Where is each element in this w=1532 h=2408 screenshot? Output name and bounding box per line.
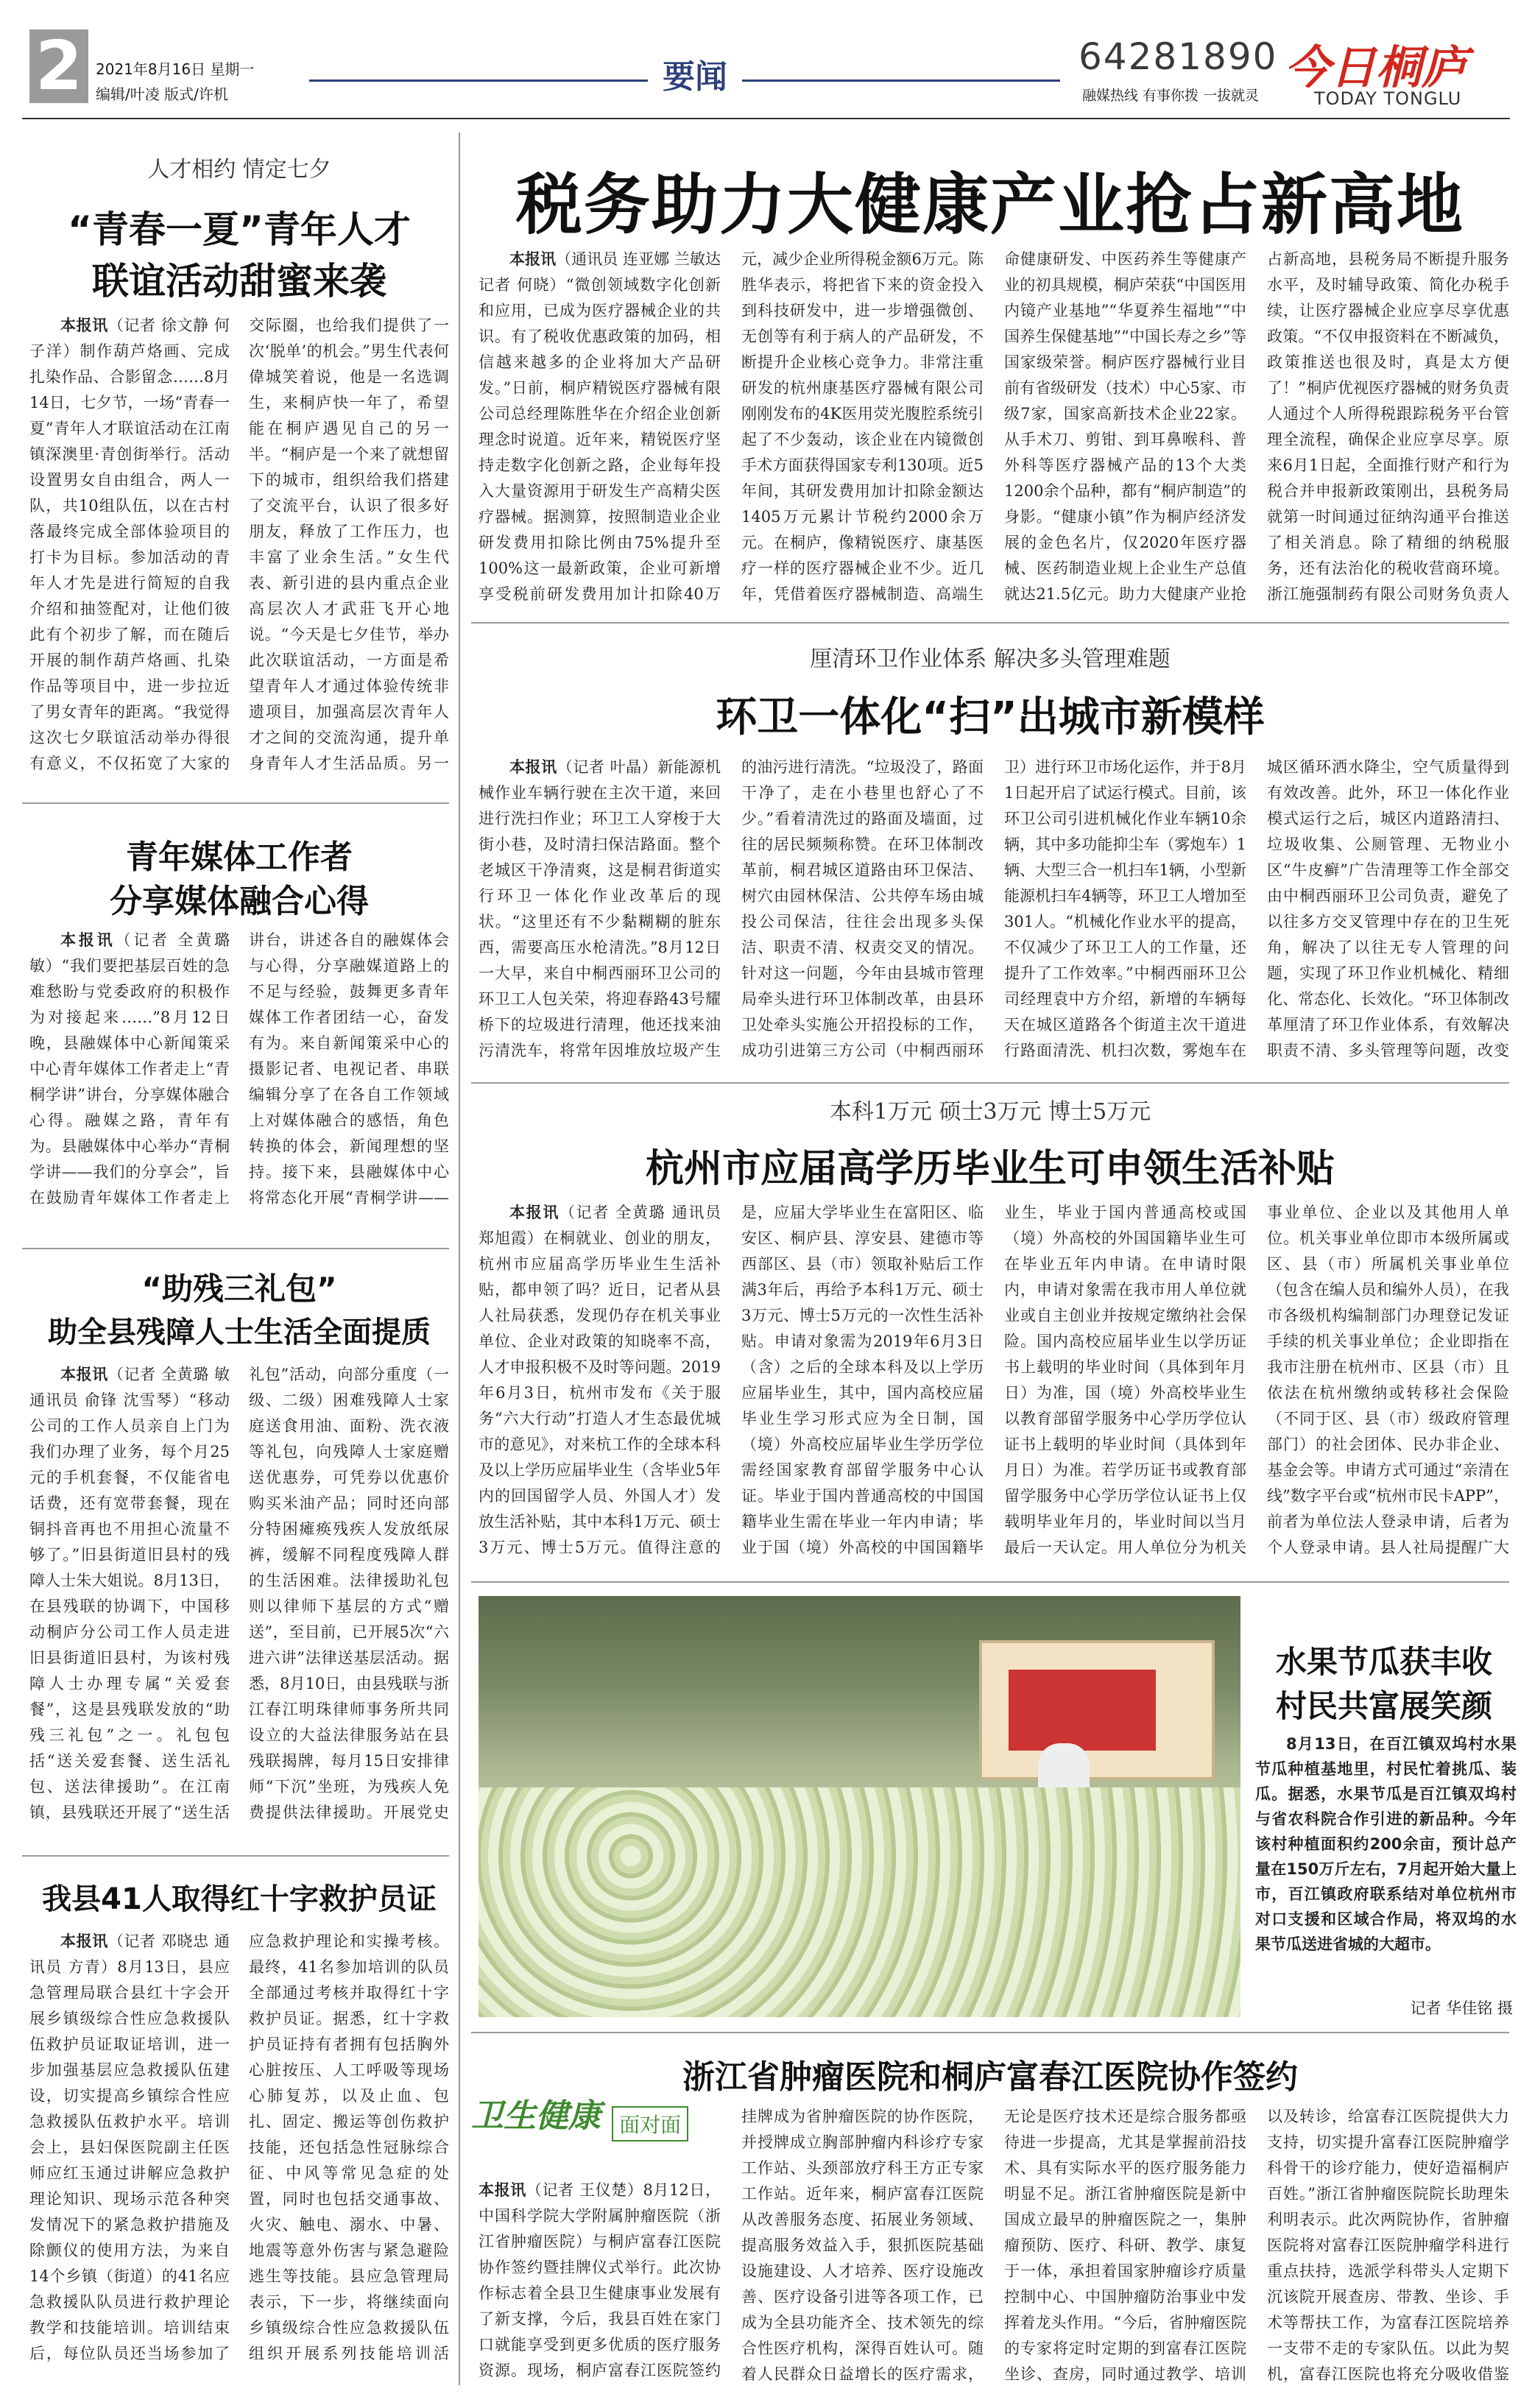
article-body: 本报讯（记者 叶晶）新能源机械作业车辆行驶在主次干道，来回进行洗扫作业；环卫工人穿梭于大街小巷，及时清扫保洁路面。整个老城区干净清爽，这是桐君街道实行环卫一体化作业改革后的现状。“这里还有不少黏糊糊的脏东西，需要高压水枪清洗。”8月12日一大早，来自中桐西丽环卫公司的环卫工人包关荣，将迎春路43号耀桥下的垃圾进行清理，他还找来油污清洗车，将常年因堆放垃圾产生的油污进行清洗。“垃圾没了，路面干净了，走在小巷里也舒心了不少。”看着清洗过的路面及墙面，过往的居民频频称赞。在环卫体制改革前，桐君城区道路由环卫保洁、树穴由园林保洁、公共停车场由城投公司保洁，往往会出现多头保洁、职责不清、权责交叉的情况。针对这一问题，今年由县城市管理局牵头进行环卫体制改革，由县环卫处牵头实施公开招投标的工作，成功引进第三方公司（中桐西丽环卫）进行环卫市场化运作，并于8月1日起开启了试运行模式。目前，该环卫公司引进机械化作业车辆10余辆，其中多功能抑尘车（雾炮车）1辆、大型三合一机扫车1辆，小型新能源机扫车4辆等，环卫工人增加至301人。“机械化作业水平的提高，不仅减少了环卫工人的工作量，还提升了工作效率。”中桐西丽环卫公司经理袁中方介绍，新增的车辆每天在城区道路各个街道主次干道进行路面清洗、机扫次数，雾炮车在城区循环洒水降尘，空气质量得到有效改善。此外，环卫一体化作业模式运行之后，城区内道路清扫、垃圾收集、公厕管理、无物业小区“牛皮癣”广告清理等工作全部交由中桐西丽环卫公司负责，避免了以往多方交叉管理中存在的卫生死角，解决了以往无专人管理的问题，实现了环卫作业机械化、精细化、常态化、长效化。“环卫体制改革厘清了环卫作业体系，有效解决职责不清、多头管理等问题，改变 xyxy=(479,758,1509,1059)
photo-banner-red xyxy=(1009,1670,1156,1751)
issue-date: 2021年8月16日 星期一 xyxy=(96,60,255,78)
article-title: 杭州市应届高学历毕业生可申领生活补贴 xyxy=(645,1147,1335,1191)
photo-credit: 记者 华佳铭 摄 xyxy=(1410,1999,1513,2017)
article-title-line2: 联谊活动甜蜜来袭 xyxy=(92,260,386,303)
article-title: 浙江省肿瘤医院和桐庐富春江医院协作签约 xyxy=(682,2058,1298,2096)
article-title-line1: “助残三礼包” xyxy=(141,1271,337,1307)
article-subtitle: 本科1万元 硕士3万元 博士5万元 xyxy=(829,1099,1151,1125)
photo-title-line1: 水果节瓜获丰收 xyxy=(1275,1644,1492,1680)
article-body: 本报讯（记者 全黄璐 通讯员 郑旭霞）在桐就业、创业的朋友，杭州市应届高学历毕业生生活补贴，都申领了吗？近日，记者从县人社局获悉，发现仍存在机关事业单位、企业对政策的知晓率不高，人才申报积极不及时等问题。2019年6月3日，杭州市发布《关于服务“六大行动”打造人才生态最优城市的意见》，对来杭工作的全球本科及以上学历应届毕业生（含毕业5年内的回国留学人员、外国人才）发放生活补贴，其中本科1万元、硕士3万元、博士5万元。值得注意的是，应届大学毕业生在富阳区、临安区、桐庐县、淳安县、建德市等西部区、县（市）领取补贴后工作满3年后，再给予本科1万元、硕士3万元、博士5万元的一次性生活补贴。申请对象需为2019年6月3日（含）之后的全球本科及以上学历应届毕业生，其中，国内高校应届毕业生学习形式应为全日制，国（境）外高校应届毕业生学历学位需经国家教育部留学服务中心认证。毕业于国内普通高校的中国国籍毕业生需在毕业一年内申请；毕业于国（境）外高校的中国国籍毕业生，毕业于国内普通高校或国（境）外高校的外国国籍毕业生可在毕业五年内申请。在申请时限内，申请对象需在我市用人单位就业或自主创业并按规定缴纳社会保险。国内高校应届毕业生以学历证书上载明的毕业时间（具体到年月日）为准，国（境）外高校毕业生以教育部留学服务中心学历学位认证书上载明的毕业时间（具体到年月日）为准。若学历证书或教育部留学服务中心学历学位认证书上仅载明毕业年月的，毕业时间以当月最后一天认定。用人单位分为机关事业单位、企业以及其他用人单位。机关事业单位即市本级所属或区、县（市）所属机关事业单位（包含在编人员和编外人员），在我市各级机构编制部门办理登记发证手续的机关事业单位；企业即指在我市注册在杭州市、区县（市）且依法在杭州缴纳或转移社会保险（不同于区、县（市）级政府管理部门）的社会团体、民办非企业、基金会等。申请方式可通过“亲清在线”数字平台或“杭州市民卡APP”，前者为单位法人登录申请，后者为个人登录申请。县人社局提醒广大 xyxy=(479,1204,1509,1556)
article-body: 本报讯（记者 邓晓忠 通讯员 方青）8月13日，县应急管理局联合县红十字会开展乡镇级综合性应急救援队伍救护员证取证培训，进一步加强基层应急救援队伍建设，切实提高乡镇综合性应急救援队伍救护水平。培训会上，县妇保医院副主任医师应红玉通过讲解应急救护理论知识、现场示范各种突发情况下的紧急救护措施及除颤仪的使用方法，为来自14个乡镇（街道）的41名应急救援队队员进行救护理论教学和技能培训。培训结束后，每位队员还当场参加了应急救护理论和实操考核。最终，41名参加培训的队员全部通过考核并取得红十字救护员证。据悉，红十字救护员证持有者拥有包括胸外心脏按压、人工呼吸等现场心肺复苏，以及止血、包扎、固定、搬运等创伤救护技能，还包括急性冠脉综合征、中风等常见急症的处置，同时也包括交通事故、火灾、触电、溺水、中暑、地震等意外伤害与紧急避险逃生等技能。县应急管理局表示，下一步，将继续面向乡镇级综合性应急救援队伍组织开展系列技能培训活 xyxy=(29,1932,449,2362)
article-body: 本报讯（记者 徐文静 何子洋）制作葫芦烙画、完成扎染作品、合影留念……8月14日，七夕节，一场“青春一夏”青年人才联谊活动在江南镇深澳里·青创街举行。活动设置男女自由组合，两人一队，共10组队伍，以在古村落最终完成全部体验项目的打卡为目标。参加活动的青年人才先是进行简短的自我介绍和抽签配对，让他们彼此有个初步了解，而在随后开展的制作葫芦烙画、扎染作品等项目中，进一步拉近了男女青年的距离。“我觉得这次七夕联谊活动举办得很有意义，不仅拓宽了大家的交际圈，也给我们提供了一次‘脱单’的机会。”男生代表何偉城笑着说，他是一名选调生，来桐庐快一年了，希望能在桐庐遇见自己的另一半。“桐庐是一个来了就想留下的城市，组织给我们搭建了交流平台，认识了很多好朋友，释放了工作压力，也丰富了业余生活。”女生代表、新引进的县内重点企业高层次人才武莊飞开心地说。“今天是七夕佳节，举办此次联谊活动，一方面是希望青年人才通过体验传统非遗项目，加强高层次青年人才之间的交流沟通，提升单身青年人才生活品质。另一 xyxy=(29,317,449,772)
column-logo-tag: 面对面 xyxy=(612,2106,688,2142)
newspaper-logo-en: TODAY TONGLU xyxy=(1314,88,1462,109)
logo-spacer xyxy=(479,2104,721,2178)
section-divider xyxy=(471,1581,1509,1583)
article-body: 本报讯（记者 全黄璐 敏）“我们要把基层百姓的急难愁盼与党委政府的积极作为对接起来……”8月12日晚，县融媒体中心新闻策采中心青年媒体工作者走上“青桐学讲”讲台，分享媒体融合心得。融媒之路，青年有为。县融媒体中心举办“青桐学讲——我们的分享会”，旨在鼓励青年媒体工作者走上讲台，讲述各自的融媒体会与心得，分享融媒道路上的不足与经验，鼓舞更多青年媒体工作者团结一心，奋发有为。来自新闻策采中心的摄影记者、电视记者、串联编辑分享了在各自工作领域上对媒体融合的感悟，角色转换的体会，新闻理想的坚持。接下来，县融媒体中心将常态化开展“青桐学讲—— xyxy=(29,931,449,1207)
column-logo-main: 卫生健康 xyxy=(471,2097,601,2135)
photo-caption: 8月13日，在百江镇双坞村水果节瓜种植基地里，村民忙着挑瓜、装瓜。据悉，水果节瓜是百江镇双坞村与省农科院合作引进的新品种。今年该村种植面积约200余亩，预计总产量在150万斤左右，7月起开始大量上市，百江镇政府联系结对单位杭州市对口支援和区域合作局，将双坞的水果节瓜送进省城的大超市。 xyxy=(1255,1735,1517,1953)
editors: 编辑/叶凌 版式/许机 xyxy=(96,85,228,103)
article-title: 环卫一体化“扫”出城市新模样 xyxy=(716,693,1265,741)
section-divider xyxy=(22,802,449,804)
article-title-line1: 青年媒体工作者 xyxy=(126,838,353,876)
article-subtitle: 厘清环卫作业体系 解决多头管理难题 xyxy=(810,646,1171,672)
section-divider xyxy=(471,622,1509,624)
article-body: 本报讯（通讯员 连亚娜 兰敏达 记者 何晓）“微创领域数字化创新和应用，已成为医疗器械企业的共识。有了税收优惠政策的加码，相信越来越多的企业将加大产品研发。”日前，桐庐精锐医疗器械有限公司总经理陈胜华在介绍企业创新理念时说道。近年来，精锐医疗坚持走数字化创新之路，企业每年投入大量资源用于研发生产高精尖医疗器械。据测算，按照制造业企业研发费用扣除比例由75%提升至100%这一最新政策，企业可新增享受税前研发费用加计扣除40万元，减少企业所得税金额6万元。陈胜华表示，将把省下来的资金投入到科技研发中，进一步增强微创、无创等有利于病人的产品研发，不断提升企业核心竞争力。非常注重研发的杭州康基医疗器械有限公司刚刚发布的4K医用荧光腹腔系统引起了不少轰动，该企业在内镜微创手术方面获得国家专利130项。近5年间，其研发费用加计扣除金额达1405万元累计节税约2000余万元。在桐庐，像精锐医疗、康基医疗一样的医疗器械企业不少。近几年，凭借着医疗器械制造、高端生命健康研发、中医药养生等健康产业的初具规模，桐庐荣获“中国医用内镜产业基地”“华夏养生福地”“中国养生保健基地”“中国长寿之乡”等国家级荣誉。桐庐医疗器械行业目前有省级研发（技术）中心5家、市级7家，国家高新技术企业22家。从手术刀、剪钳、到耳鼻喉科、普外科等医疗器械产品的13个大类1200余个品种，都有“桐庐制造”的身影。“健康小镇”作为桐庐经济发展的金色名片，仅2020年医疗器械、医药制造业规上企业生产总值就达21.5亿元。助力大健康产业抢占新高地，县税务局不断提升服务水平，及时辅导政策、简化办税手续，让医疗器械企业应享尽享优惠政策。“不仅申报资料在不断减负，政策推送也很及时，真是太方便了！”桐庐优视医疗器械的财务负责人通过个人所得税跟踪税务平台管理全流程，确保企业应享尽享。原来6月1日起，全面推行财产和行为税合并申报新政策刚出，县税务局就第一时间通过征纳沟通平台推送了相关消息。除了精细的纳税服务，还有法治化的税收营商环境。浙江施强制药有限公司财务负责人 xyxy=(479,250,1509,603)
photo-title-line2: 村民共富展笑颜 xyxy=(1275,1688,1492,1724)
article-title-line2: 分享媒体融合心得 xyxy=(110,883,369,920)
page-number: 2 xyxy=(29,29,88,103)
article-subtitle: 人才相约 情定七夕 xyxy=(147,157,331,183)
news-photo-melon-harvest xyxy=(479,1596,1240,2017)
hotline-slogan: 融媒热线 有事你拨 一拔就灵 xyxy=(1082,88,1260,104)
article-title-line2: 助全县残障人士生活全面提质 xyxy=(48,1316,431,1349)
section-divider xyxy=(22,1855,449,1857)
photo-melon-pile xyxy=(479,1787,1240,2017)
article-body: 本报讯（记者 全黄璐 敏 通讯员 俞锋 沈雪琴）“移动公司的工作人员亲自上门为我们办理了业务，每个月25元的手机套餐，不仅能省电话费，还有宽带套餐，现在铜抖音再也不用担心流量不够了。”旧县街道旧县村的残障人士朱大姐说。8月13日，在县残联的协调下，中国移动桐庐分公司工作人员走进旧县街道旧县村，为该村残障人士办理专属“关爱套餐”，这是县残联发放的“助残三礼包”之一。礼包包括“送关爱套餐、送生活礼包、送法律援助”。在江南镇，县残联还开展了“送生活礼包”活动，向部分重度（一级、二级）困难残障人士家庭送食用油、面粉、洗衣液等礼包，向残障人士家庭赠送优惠券，可凭券以优惠价购买米油产品；同时还向部分特困瘫痪残疾人发放纸尿裤，缓解不同程度残障人群的生活困难。法律援助礼包则以律师下基层的方式“赠送”，至目前，已开展5次“六进六讲”法律送基层活动。据悉，8月10日，由县残联与浙江春江明珠律师事务所共同设立的大益法律服务站在县残联揭牌，每月15日安排律师“下沉”坐班，为残疾人免费提供法律援助。开展党史 xyxy=(29,1366,449,1821)
article-body: 本报讯（记者 王仪楚）8月12日，中国科学院大学附属肿瘤医院（浙江省肿瘤医院）与桐庐富春江医院协作签约暨挂牌仪式举行。此次协作标志着全县卫生健康事业发展有了新支撑，今后，我县百姓在家门口就能享受到更多优质的医疗服务资源。现场，桐庐富春江医院签约挂牌成为省肿瘤医院的协作医院，并授牌成立胸部肿瘤内科诊疗专家工作站、头颈部放疗科王方正专家工作站。近年来，桐庐富春江医院从改善服务态度、拓展业务领域、提高服务效益入手，狠抓医院基础设施建设、人才培养、医疗设施改善、医疗设备引进等各项工作，已成为全县功能齐全、技术领先的综合性医疗机构，深得百姓认可。随着人民群众日益增长的医疗需求，无论是医疗技术还是综合服务都亟待进一步提高，尤其是掌握前沿技术、具有实际水平的医疗服务能力明显不足。浙江省肿瘤医院是新中国成立最早的肿瘤医院之一，集肿瘤预防、医疗、科研、教学、康复于一体，承担着国家肿瘤诊疗质量控制中心、中国肿瘤防治事业中发挥着龙头作用。“今后，省肿瘤医院的专家将定时定期的到富春江医院坐诊、查房，同时通过教学、培训以及转诊，给富春江医院提供大力支持，切实提升富春江医院肿瘤学科骨干的诊疗能力，使好造福桐庐百姓。”浙江省肿瘤医院院长助理朱利明表示。此次两院协作，省肿瘤医院将对富春江医院肿瘤学科进行重点扶持，选派学科带头人定期下沉该院开展查房、带教、坐诊、手术等帮扶工作，为富春江医院培养一支带不走的专家队伍。以此为契机，富春江医院也将充分吸收借鉴 xyxy=(479,2104,1509,2387)
header-rule xyxy=(22,118,1510,119)
column-divider xyxy=(459,133,460,2385)
lead-headline: 税务助力大健康产业抢占新高地 xyxy=(516,166,1464,244)
article-title-line1: “青春一夏”青年人才 xyxy=(68,208,411,251)
article-title: 我县41人取得红十字救护员证 xyxy=(42,1882,437,1916)
hotline-number: 64281890 xyxy=(1079,35,1278,78)
newspaper-logo: 今日桐庐 xyxy=(1285,40,1468,94)
section-divider xyxy=(22,1248,449,1249)
section-divider xyxy=(471,2032,1509,2033)
section-divider xyxy=(471,1082,1509,1084)
section-name: 要闻 xyxy=(648,50,742,97)
